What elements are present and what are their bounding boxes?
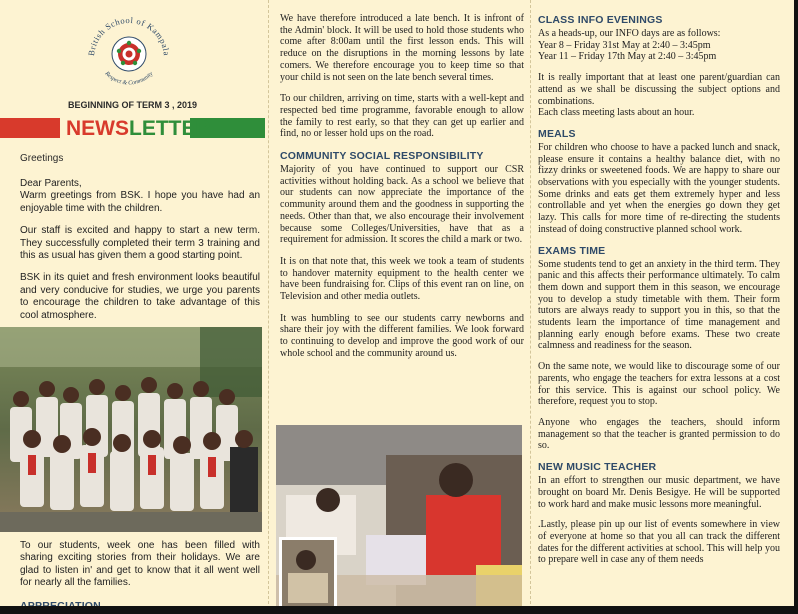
page-bottom-edge: [0, 606, 798, 614]
banner-title-news: NEWS: [66, 117, 129, 140]
paragraph: BSK in its quiet and fresh environment looks beautiful and very conducive for studies, we urge you parents to encourage the children to take advantage of this cool atmosphere.: [20, 272, 260, 321]
paragraph: It was humbling to see our students carry newborns and share their joy with the different families. We look forward to continuing to develop and improve the good work of our whole school and the community around us.: [280, 312, 524, 359]
logo-motto: Respect & Community: [103, 70, 155, 87]
newsletter-banner: [0, 116, 265, 141]
csr-heading: COMMUNITY SOCIAL RESPONSIBILITY: [280, 150, 484, 163]
exams-heading: EXAMS TIME: [538, 244, 606, 257]
svg-text:Respect & Community: [103, 70, 155, 86]
col1-closing: [20, 540, 260, 614]
paragraph: On the same note, we would like to discourage some of our parents, who engage the teachers for extra lessons at a cost for this service. This is against our school policy. We therefore, request you to stop.: [538, 361, 780, 408]
class-info-intro: As a heads-up, our INFO days are as follows:: [538, 28, 721, 39]
col2-text: [280, 13, 524, 370]
paragraph: To our children, arriving on time, starts with a well-kept and respected bed time programme, favorable enough to allow the family to rest early, so that they can get up earlier and find, no or lesser hold ups on the road.: [280, 93, 524, 140]
col1-intro: [20, 178, 260, 332]
logo-arc-text: British School of Kampala: [85, 14, 172, 57]
paragraph: .Lastly, please pin up our list of events somewhere in view of everyone at home so that you all can track the different dates for the different activities at school. This will help you to prepare well in case any of them needs: [538, 519, 780, 566]
column-divider: [268, 0, 269, 614]
paragraph: To our students, week one has been filled with sharing exciting stories from their holidays. We are glad to listen in' and get to know that it all went well for nearly all the families.: [20, 540, 260, 589]
col3-text: [538, 14, 780, 575]
right-column: [532, 0, 798, 614]
paragraph: We have therefore introduced a late bench. It is infront of the Admin' block. It will be used to hold those students who come after 8:00am until the first lesson ends. This will reduce on the disruptions in the morning lessons by late comers. We therefore encourage you to keep time so that your child is not seen on the late bench several times.: [280, 13, 524, 83]
paragraph: [538, 28, 780, 63]
paragraph: Anyone who engages the teachers, should inform management so that the teacher is granted permission to do so.: [538, 416, 780, 452]
staff-group-photo: [0, 327, 262, 532]
paragraph: It is on that note that, this week we took a team of students to handover maternity equipment to the health center we have been fundraising for. Clips of this event ran on line, on Television and other media outlets.: [280, 255, 524, 303]
column-divider: [530, 0, 531, 614]
greeting: Greetings: [20, 153, 64, 164]
class-info-year8: Year 8 – Friday 31st May at 2:40 – 3:45pm: [538, 39, 711, 51]
paragraph: In an effort to strengthen our music department, we have brought on board Mr. Denis Besigye. He will be supported to work hard and make music lessons more meaningful.: [538, 475, 780, 510]
paragraph: Some students tend to get an anxiety in the third term. They panic and this affects their performance ultimately. To calm them down and support them in this season, we encourage you to develop a study timetable with them. Their form tutors are always ready to support you in this, so that the students learn the importance of time management and planning early enough before exams. These two create calmness and readiness for the season.: [538, 258, 780, 352]
music-heading: NEW MUSIC TEACHER: [538, 461, 657, 474]
school-logo: [76, 6, 182, 98]
middle-column: [274, 0, 528, 614]
term-line: BEGINNING OF TERM 3 , 2019: [67, 100, 198, 110]
paragraph: For children who choose to have a packed lunch and snack, please ensure it contains a healthy balance diet, with no fizzy drinks or sweetened foods. We are happy to share our observations with you especially with the younger students. Some drinks and eats get them extremely hyper and less controllable and yet when the energies go down they get lazy. This calls for more time of re-directing the students instead of doing constructive planned school work.: [538, 141, 780, 235]
paragraph: Majority of you have continued to support our CSR activities without holding back. As a school we believe that our students can now appreciate the importance of the community around them and the goodness in supporting the needs. Other than that, we also encourage their involvement because some Colleges/Universities, have that as a requirement for admission. It scores the child a mark or two.: [280, 164, 524, 246]
class-info-heading: CLASS INFO EVENINGS: [538, 14, 663, 26]
paragraph: Our staff is excited and happy to start a new term. They successfully completed their term 3 training and this as usual has given them a good starting point.: [20, 225, 260, 262]
paragraph: Dear Parents, Warm greetings from BSK. I hope you have had an enjoyable time with the children.: [20, 178, 260, 214]
banner-title: [66, 116, 211, 141]
class-info-year11: Year 11 – Friday 17th May at 2:40 – 3:45pm: [538, 51, 717, 63]
page-edge: [794, 0, 798, 614]
paragraph: It is really important that at least one parent/guardian can attend as we shall be discussing the subject options and combinations. Each class meeting lasts about an hour.: [538, 72, 780, 119]
banner-title-letter: LETTER: [129, 117, 211, 140]
left-column: [0, 0, 265, 614]
maternity-visit-photo: [276, 425, 522, 614]
banner-red-bar: [0, 118, 60, 138]
meals-heading: MEALS: [538, 127, 576, 140]
